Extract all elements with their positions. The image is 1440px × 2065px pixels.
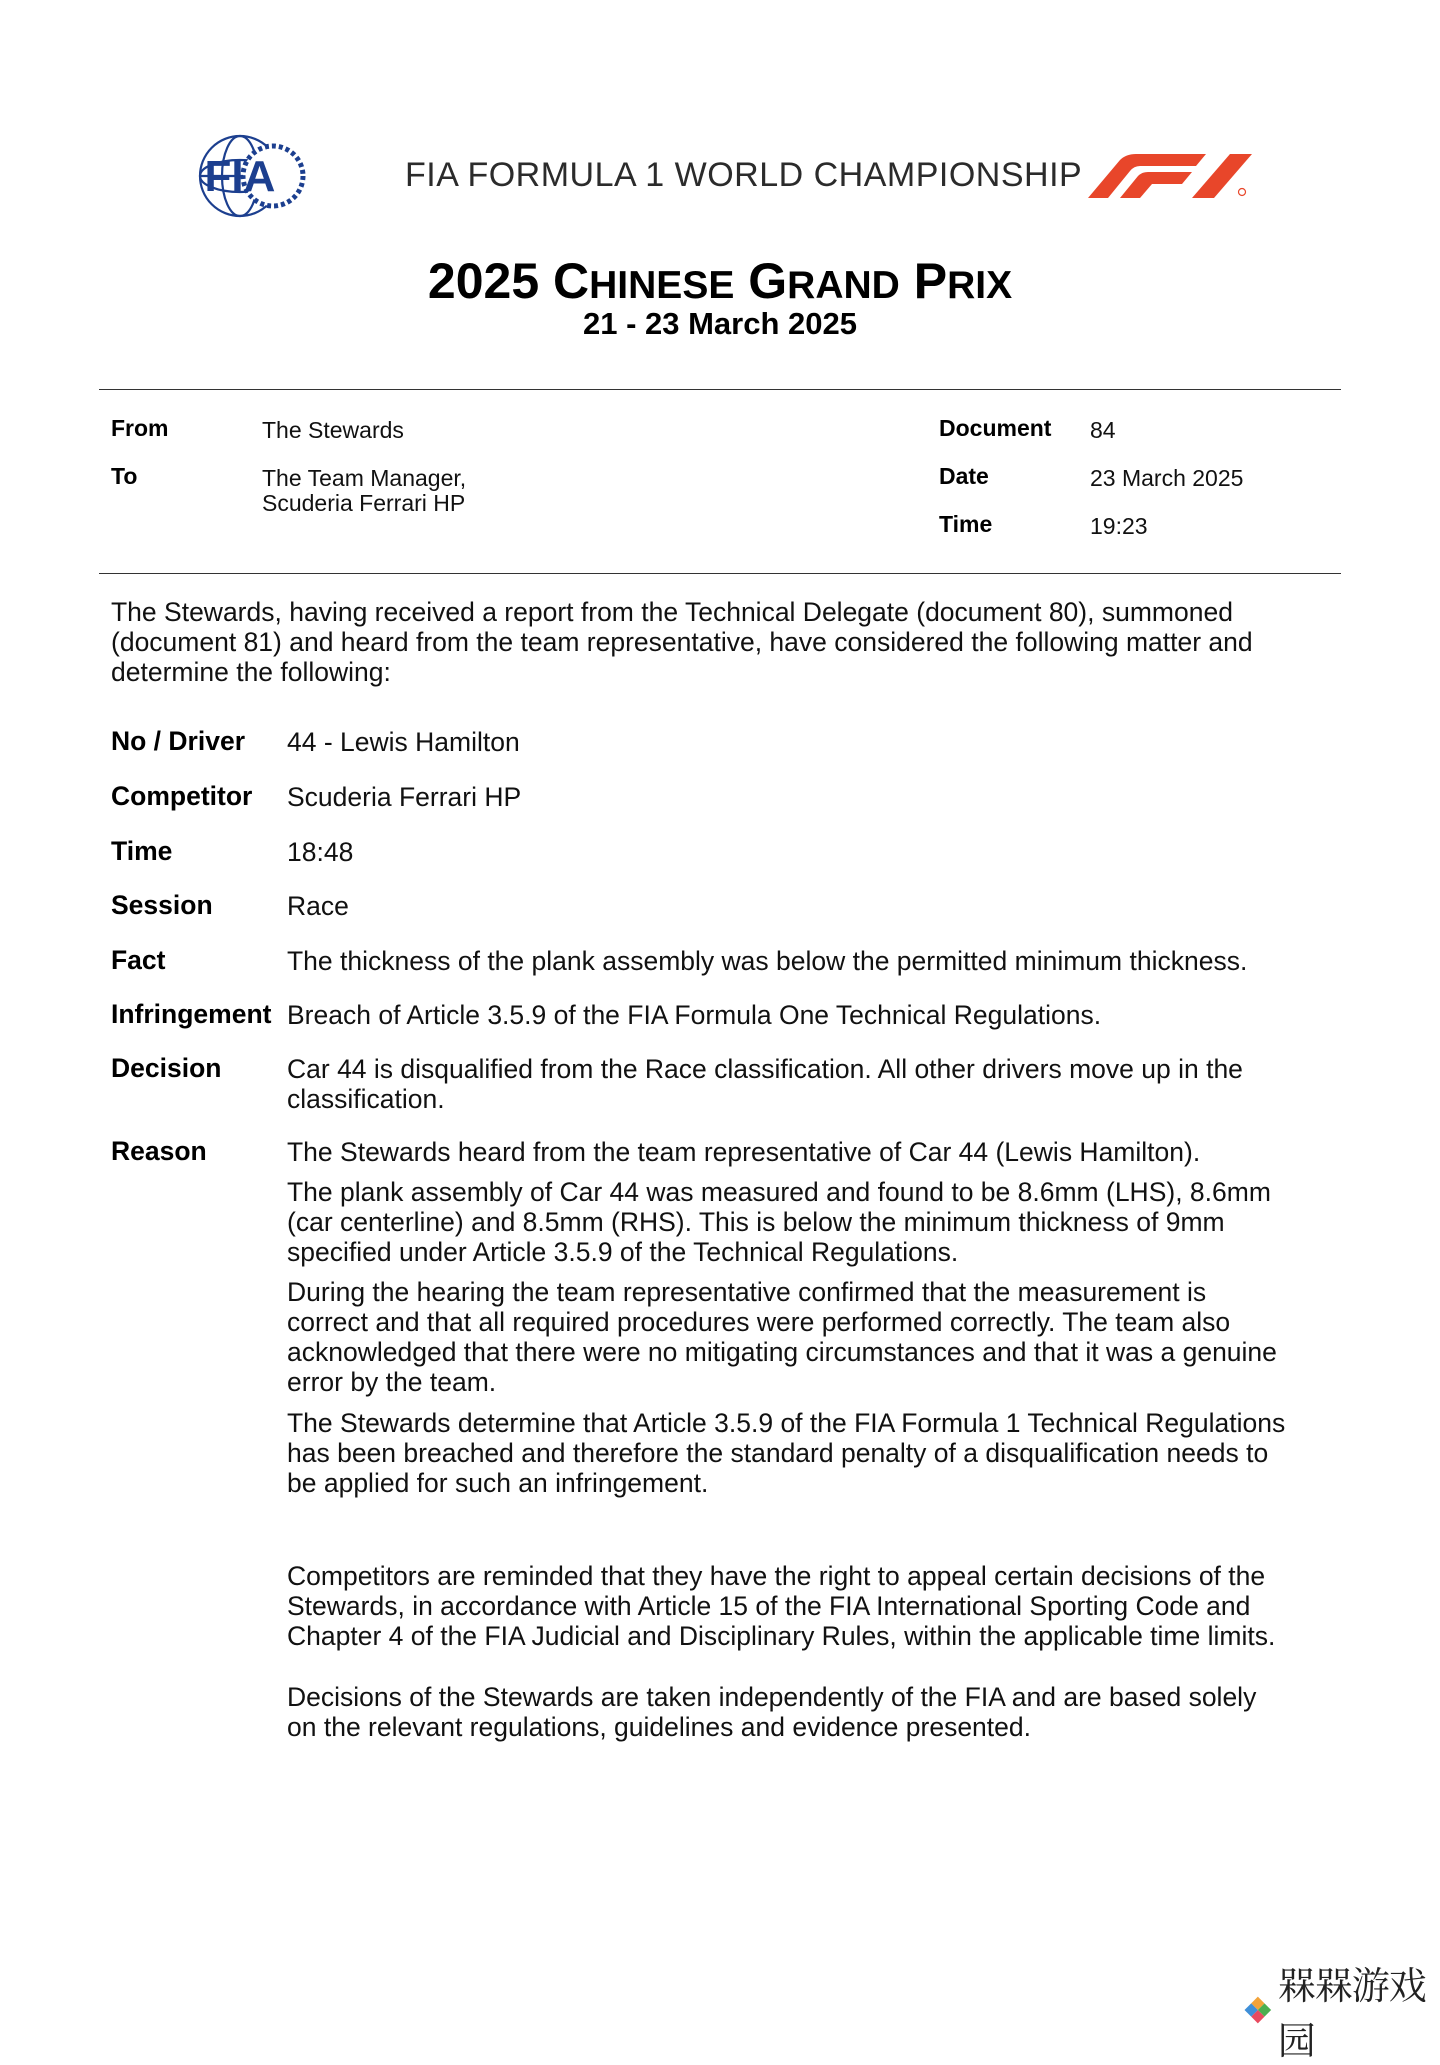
- row-label-session: Session: [111, 890, 213, 920]
- fia-logo-text: FIA: [204, 152, 276, 201]
- f1-logo: [1080, 152, 1255, 200]
- from-value: The Stewards: [262, 417, 404, 443]
- to-label: To: [111, 463, 138, 489]
- independence-notice: Decisions of the Stewards are taken independently of the FIA and are based solely on the relevant regulations, guidelines and evidence presented.: [287, 1682, 1257, 1742]
- time-label: Time: [939, 511, 993, 537]
- row-value-fact: The thickness of the plank assembly was below the permitted minimum thickness.: [287, 946, 1248, 976]
- date-label: Date: [939, 463, 989, 489]
- reason-paragraph-measurement: The plank assembly of Car 44 was measured and found to be 8.6mm (LHS), 8.6mm (car centerline) and 8.5mm (RHS). This is below the minimum thickness of 9mm specified under Article 3.5.9 of the Technical Regulations.: [287, 1177, 1271, 1267]
- row-label-driver: No / Driver: [111, 726, 246, 756]
- watermark: [1242, 1964, 1432, 2063]
- row-value-infringement: Breach of Article 3.5.9 of the FIA Formula One Technical Regulations.: [287, 1000, 1102, 1030]
- watermark-icon: [1242, 1991, 1274, 2029]
- event-dates: 21 - 23 March 2025: [582, 306, 857, 341]
- event-title: 2025 CHINESE GRAND PRIX: [427, 253, 1013, 309]
- row-value-time: 18:48: [287, 837, 354, 867]
- divider-top: [99, 389, 1341, 390]
- row-label-competitor: Competitor: [111, 781, 253, 811]
- row-label-decision: Decision: [111, 1053, 222, 1083]
- divider-bottom: [99, 573, 1341, 574]
- document-label: Document: [939, 415, 1052, 441]
- watermark-text: 槑槑游戏园: [1277, 1964, 1426, 2063]
- fia-logo: [183, 133, 307, 219]
- row-value-driver: 44 - Lewis Hamilton: [287, 727, 520, 757]
- row-label-infringement: Infringement: [111, 999, 272, 1029]
- time-value: 19:23: [1090, 513, 1148, 539]
- intro-paragraph: The Stewards, having received a report from the Technical Delegate (document 80), summoned (document 81) and heard from the team representative, have considered the following matter and determine the following:: [111, 597, 1253, 687]
- row-label-fact: Fact: [111, 945, 166, 975]
- appeal-notice: Competitors are reminded that they have the right to appeal certain decisions of the Stewards, in accordance with Article 15 of the FIA International Sporting Code and Chapter 4 of the FIA Judicial and Disciplinary Rules, within the applicable time limits.: [287, 1561, 1276, 1651]
- reason-paragraph-determination: The Stewards determine that Article 3.5.9 of the FIA Formula 1 Technical Regulations has been breached and therefore the standard penalty of a disqualification needs to be applied for such an infringement.: [287, 1408, 1286, 1498]
- row-value-competitor: Scuderia Ferrari HP: [287, 782, 522, 812]
- from-label: From: [111, 415, 169, 441]
- date-value: 23 March 2025: [1090, 465, 1244, 491]
- to-value: The Team Manager, Scuderia Ferrari HP: [262, 465, 467, 516]
- row-label-time: Time: [111, 836, 173, 866]
- row-label-reason: Reason: [111, 1136, 207, 1166]
- row-value-reason: The Stewards heard from the team representative of Car 44 (Lewis Hamilton).: [287, 1137, 1201, 1167]
- reason-paragraph-hearing: During the hearing the team representative confirmed that the measurement is correct and that all required procedures were performed correctly. The team also acknowledged that there were no mitigating circumstances and that it was a genuine error by the team.: [287, 1277, 1277, 1397]
- championship-title: FIA FORMULA 1 WORLD CHAMPIONSHIP: [405, 156, 1083, 194]
- row-value-decision: Car 44 is disqualified from the Race classification. All other drivers move up in the classification.: [287, 1054, 1243, 1114]
- document-number: 84: [1090, 417, 1116, 443]
- row-value-session: Race: [287, 891, 349, 921]
